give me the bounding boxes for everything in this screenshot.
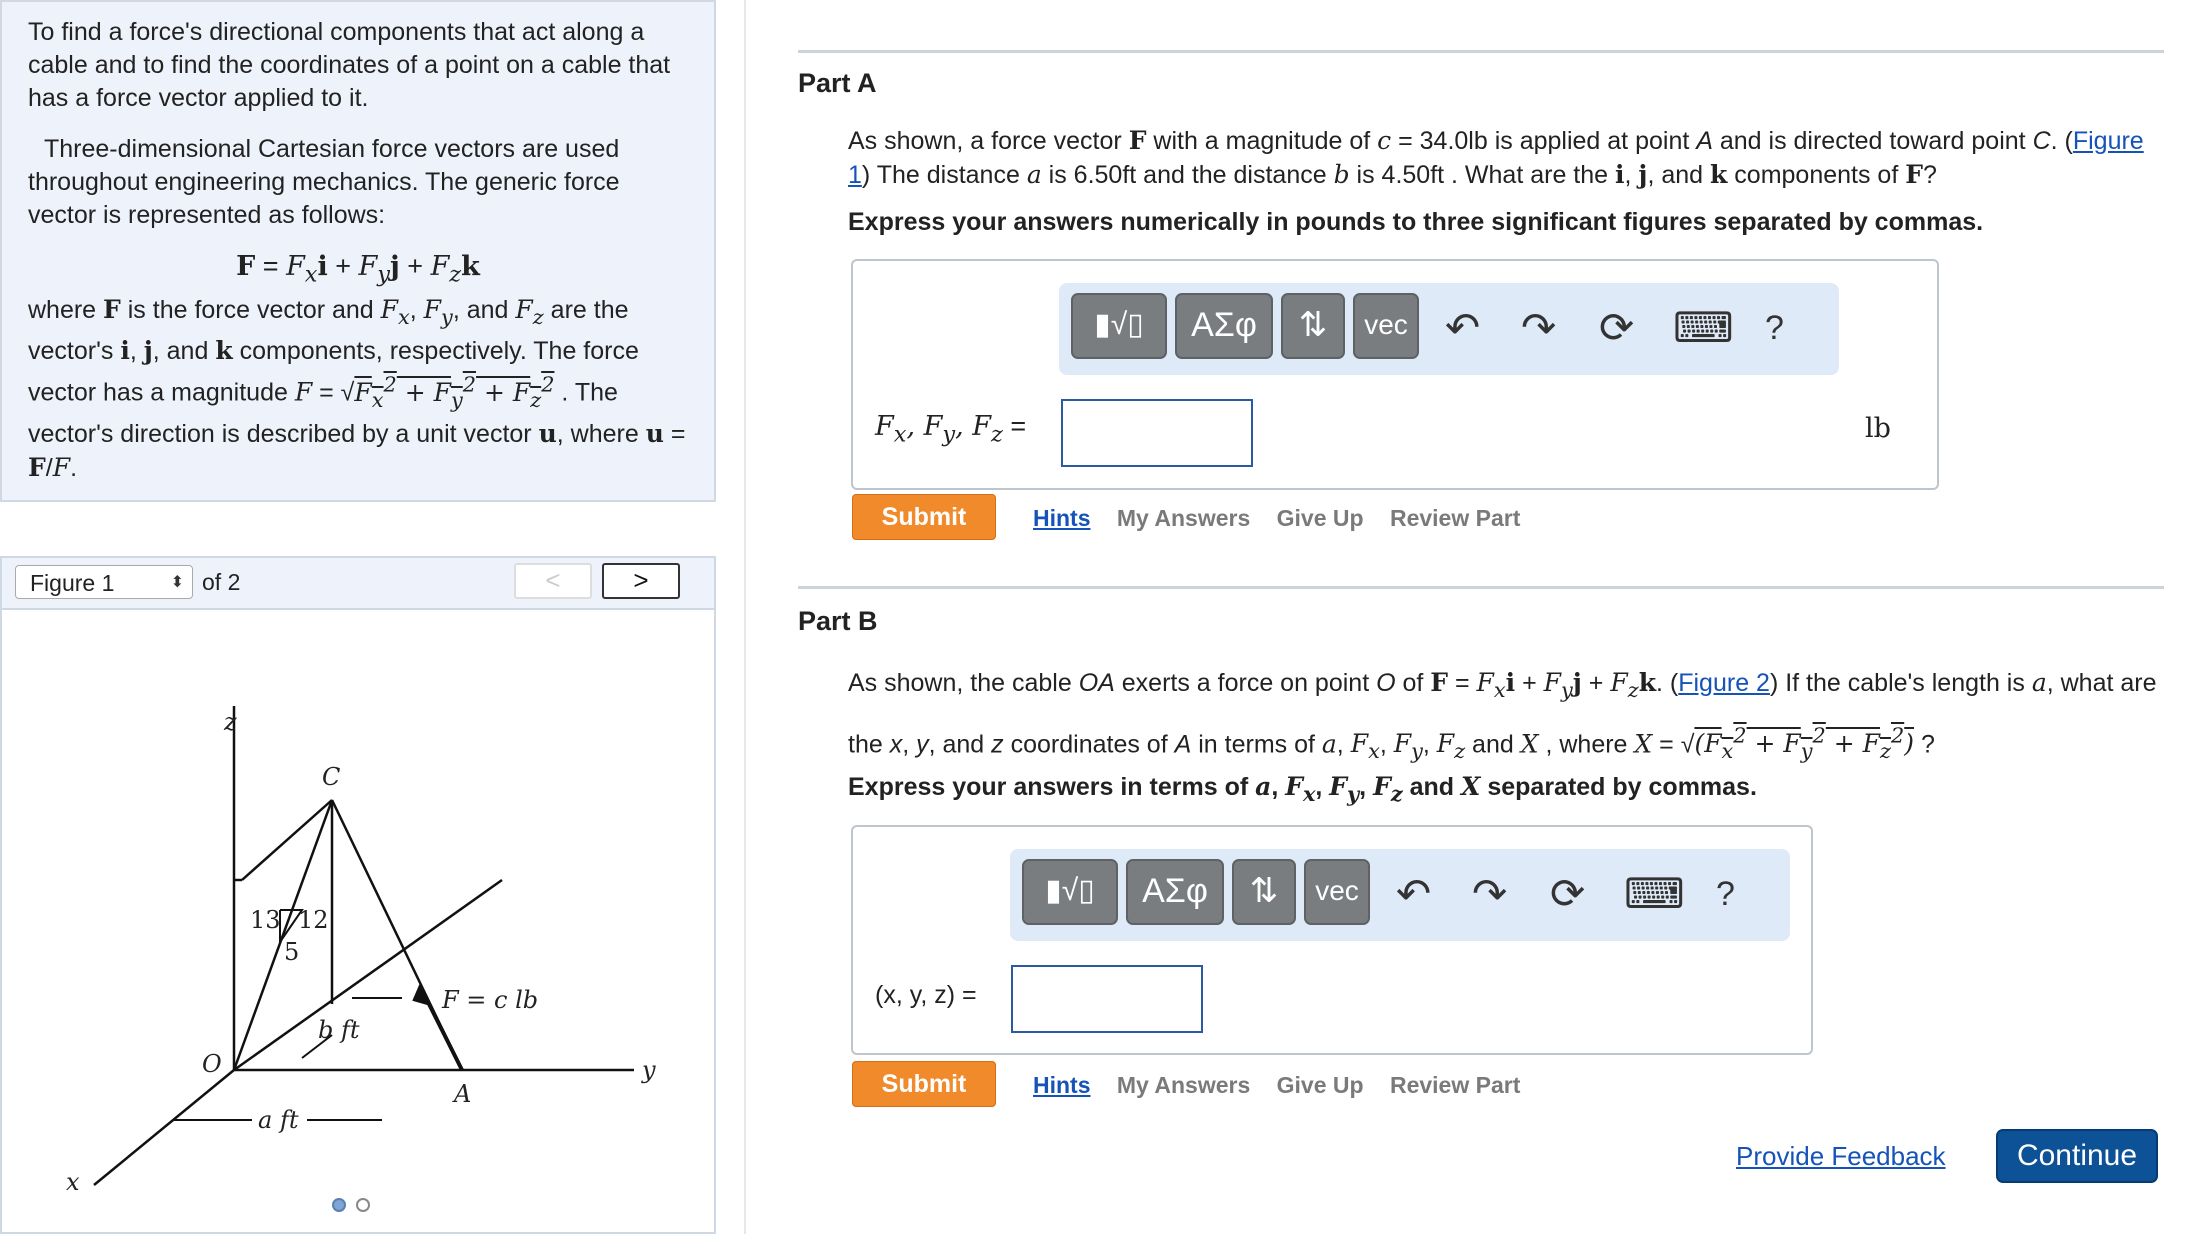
label-c: C xyxy=(322,763,341,791)
part-a-answer-input[interactable] xyxy=(1061,399,1253,467)
keyboard-icon[interactable]: ⌨ xyxy=(1624,870,1685,917)
arrows-button[interactable]: ⇅ xyxy=(1232,859,1296,925)
intro-goal: To find a force's directional components that act along a cable and to find the coordinates of a point on a cable that has a force vector applied to it. xyxy=(28,18,671,112)
label-a-point: A xyxy=(454,1080,472,1108)
greek-button[interactable]: ΑΣφ xyxy=(1175,293,1273,359)
vec-button[interactable]: vec xyxy=(1304,859,1370,925)
part-b-instruction: Express your answers in terms of a, $F_x$, $F_y$, $F_z$ and X separated by commas. xyxy=(848,772,1757,806)
redo-icon[interactable]: ↷ xyxy=(1521,304,1557,351)
part-b-answer-input[interactable] xyxy=(1011,965,1203,1033)
keyboard-icon[interactable]: ⌨ xyxy=(1673,304,1734,351)
part-a-links xyxy=(1033,505,1540,532)
part-b-review-link[interactable]: Review Part xyxy=(1389,1072,1521,1098)
part-a-title: Part A xyxy=(798,68,877,98)
greek-button[interactable]: ΑΣφ xyxy=(1126,859,1224,925)
next-figure-button[interactable]: > xyxy=(602,563,680,599)
label-x: x xyxy=(66,1168,80,1196)
part-a-hints-link[interactable]: Hints xyxy=(1033,505,1091,531)
help-icon[interactable]: ? xyxy=(1716,875,1735,913)
part-a-review-link[interactable]: Review Part xyxy=(1389,505,1521,531)
figure-dot-2[interactable] xyxy=(356,1198,370,1212)
part-a-instruction: Express your answers numerically in pounds to three significant figures separated by commas. xyxy=(848,208,1984,236)
continue-button[interactable]: Continue xyxy=(1996,1129,2158,1183)
figure-1-link[interactable]: Figure 1 xyxy=(848,127,2144,189)
part-a-my-answers-link[interactable]: My Answers xyxy=(1116,505,1251,531)
part-a-unit: lb xyxy=(1865,413,1891,444)
provide-feedback-link[interactable]: Provide Feedback xyxy=(1736,1141,1946,1171)
help-icon[interactable]: ? xyxy=(1765,309,1784,347)
part-a-toolbar xyxy=(1059,283,1839,375)
figure-panel xyxy=(0,556,716,1234)
column-divider xyxy=(744,0,746,1234)
label-a: a ft xyxy=(258,1106,299,1134)
label-force: F = c lb xyxy=(442,986,539,1014)
part-b-answer-label: (x, y, z) = xyxy=(875,981,977,1009)
part-a-question: As shown, a force vector F with a magnitude of c = 34.0lb is applied at point A and is directed toward point C. (Figure 1) The distance a is 6.50ft and the distance b is 4.50ft . What are the i, j, and k components of F? xyxy=(848,126,2144,189)
intro-description: where F is the force vector and $F_x$, $F_y$, and $F_z$ are the vector's i, j, and k components, respectively. The force vector has a magnitude $F = √F_x^2 + F_y^2 + F_z^2$ . The vector's direction is described by a unit vector u, where u = F/F. xyxy=(28,295,686,482)
part-b-title: Part B xyxy=(798,606,878,636)
intro-equation: $F = F_xi + F_yj + F_zk$ xyxy=(236,251,480,288)
part-b-give-up-link[interactable]: Give Up xyxy=(1276,1072,1364,1098)
x-axis xyxy=(94,1070,234,1185)
part-a-submit-button[interactable]: Submit xyxy=(852,494,996,540)
part-b-answer-box xyxy=(851,825,1813,1055)
part-a-divider xyxy=(798,50,2164,53)
part-b-submit-button[interactable]: Submit xyxy=(852,1061,996,1107)
label-b: b ft xyxy=(318,1016,360,1044)
templates-button[interactable]: ▮√▯ xyxy=(1022,859,1118,925)
intro-panel xyxy=(0,0,716,502)
part-a-answer-box xyxy=(851,259,1939,490)
figure-pagination xyxy=(332,1198,376,1217)
intro-paragraph: Three-dimensional Cartesian force vectors are used throughout engineering mechanics. The generic force vector is represented as follows: xyxy=(28,135,620,229)
part-b-toolbar xyxy=(1010,849,1790,941)
figure-dot-1[interactable] xyxy=(332,1198,346,1212)
label-12: 12 xyxy=(298,906,329,934)
figure-select[interactable]: Figure 1 ⬍ xyxy=(15,565,193,599)
label-o: O xyxy=(202,1050,222,1078)
part-b-links xyxy=(1033,1072,1540,1099)
part-b-hints-link[interactable]: Hints xyxy=(1033,1072,1091,1098)
label-z: z xyxy=(224,708,237,736)
figure-toolbar xyxy=(2,558,714,610)
prev-figure-button[interactable]: < xyxy=(514,563,592,599)
label-5: 5 xyxy=(284,938,300,966)
undo-icon[interactable]: ↶ xyxy=(1445,304,1481,351)
figure-count: of 2 xyxy=(202,569,241,595)
part-b-divider xyxy=(798,586,2164,589)
label-13: 13 xyxy=(250,906,281,934)
figure-diagram xyxy=(2,610,714,1196)
figure-2-link[interactable]: Figure 2 xyxy=(1678,669,1770,697)
label-y: y xyxy=(642,1056,656,1084)
templates-button[interactable]: ▮√▯ xyxy=(1071,293,1167,359)
part-b-question: As shown, the cable OA exerts a force on point O of $F = F_xi + F_yj + F_zk$. (Figure 2) If the cable's length is a, what are the x, y, and z coordinates of A in terms of a, $F_x$, $F_y$, $F_z$ and X , where $X = √(F_x^2 + F_y^2 + F_z^2)$ ? xyxy=(848,668,2157,764)
part-b-my-answers-link[interactable]: My Answers xyxy=(1116,1072,1251,1098)
select-arrows-icon: ⬍ xyxy=(170,574,184,591)
undo-icon[interactable]: ↶ xyxy=(1396,870,1432,917)
vec-button[interactable]: vec xyxy=(1353,293,1419,359)
reset-icon[interactable]: ⟳ xyxy=(1599,304,1635,351)
part-a-answer-label: $F_x$, $F_y$, $F_z$ = xyxy=(875,411,1027,448)
reset-icon[interactable]: ⟳ xyxy=(1550,870,1586,917)
redo-icon[interactable]: ↷ xyxy=(1472,870,1508,917)
arrows-button[interactable]: ⇅ xyxy=(1281,293,1345,359)
part-a-give-up-link[interactable]: Give Up xyxy=(1276,505,1364,531)
